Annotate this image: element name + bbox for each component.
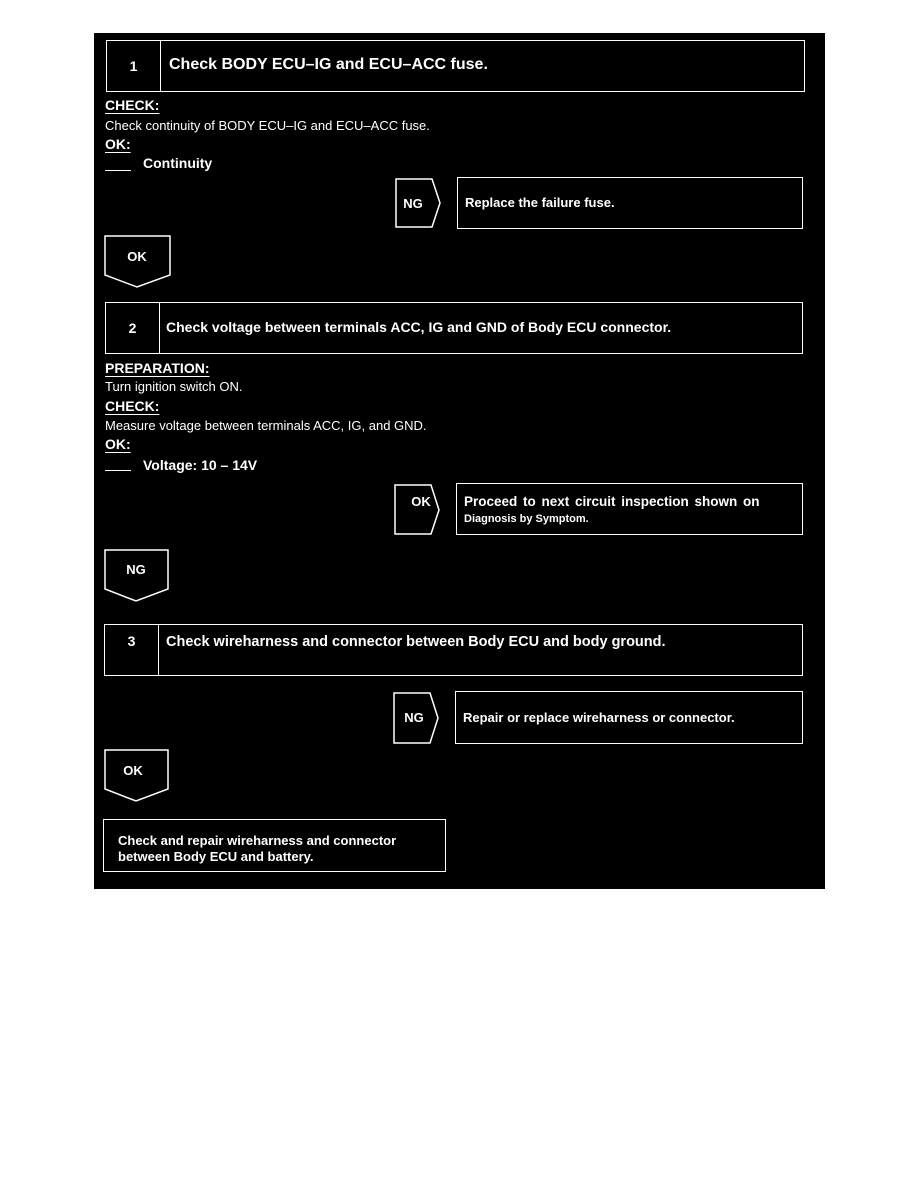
step-1-ok-tag-text: OK (127, 249, 147, 264)
step-2-ok-label: OK: (105, 436, 131, 452)
step-1-ng-tag-text: NG (403, 196, 423, 211)
troubleshooting-flowchart (94, 33, 825, 889)
step-2-preparation-text: Turn ignition switch ON. (105, 379, 243, 394)
step-3-ng-result-box (455, 691, 803, 744)
step-1-ng-result-box (457, 177, 803, 229)
step-1-ok-label: OK: (105, 136, 131, 152)
step-2-title: Check voltage between terminals ACC, IG and GND of Body ECU connector. (166, 319, 672, 335)
step-2-number: 2 (106, 303, 160, 353)
step-2-ok-value: Voltage: 10 – 14V (143, 457, 258, 473)
step-1-ok-dash (105, 170, 131, 171)
final-action-line2: between Body ECU and battery. (118, 849, 314, 864)
step-3-title: Check wireharness and connector between Body ECU and body ground. (166, 634, 666, 650)
step-1-box (106, 40, 805, 92)
ok-tag-outline (395, 485, 439, 534)
step-1-ng-tag (394, 177, 454, 229)
step-3-box (104, 624, 803, 676)
step-2-check-text: Measure voltage between terminals ACC, IG, and GND. (105, 418, 427, 433)
step-2-box (105, 302, 803, 354)
step-2-ng-tag-text: NG (126, 562, 146, 577)
step-1-title: Check BODY ECU–IG and ECU–ACC fuse. (169, 56, 488, 73)
step-3-number: 3 (105, 625, 159, 657)
step-3-ng-result: Repair or replace wireharness or connector. (463, 710, 735, 725)
step-3-ok-tag-text: OK (123, 763, 143, 778)
step-1-ok-tag (103, 235, 173, 291)
step-3-number-divider (158, 625, 159, 675)
step-2-ok-result-line2: Diagnosis by Symptom. (464, 513, 589, 525)
final-action-line1: Check and repair wireharness and connector (118, 833, 397, 848)
step-3-ng-tag (392, 691, 452, 745)
step-2-check-label: CHECK: (105, 398, 160, 414)
step-1-check-label: CHECK: (105, 97, 160, 113)
step-2-ok-tag-text: OK (411, 494, 431, 509)
step-1-ok-value: Continuity (143, 155, 213, 171)
step-2-preparation-label: PREPARATION: (105, 360, 210, 376)
step-2-ok-result-line1: Proceed to next circuit inspection shown on (464, 494, 760, 509)
step-2-ok-dash (105, 470, 131, 471)
step-1-check-text: Check continuity of BODY ECU–IG and ECU–ACC fuse. (105, 118, 430, 133)
step-3-ng-tag-text: NG (404, 710, 424, 725)
step-1-number: 1 (107, 41, 161, 91)
final-action-box (103, 819, 446, 872)
step-2-ng-tag (103, 549, 173, 605)
step-2-ok-tag (393, 483, 453, 537)
step-1-ng-result: Replace the failure fuse. (465, 195, 615, 210)
step-2-ok-result-box (456, 483, 803, 535)
step-3-ok-tag (103, 749, 173, 805)
